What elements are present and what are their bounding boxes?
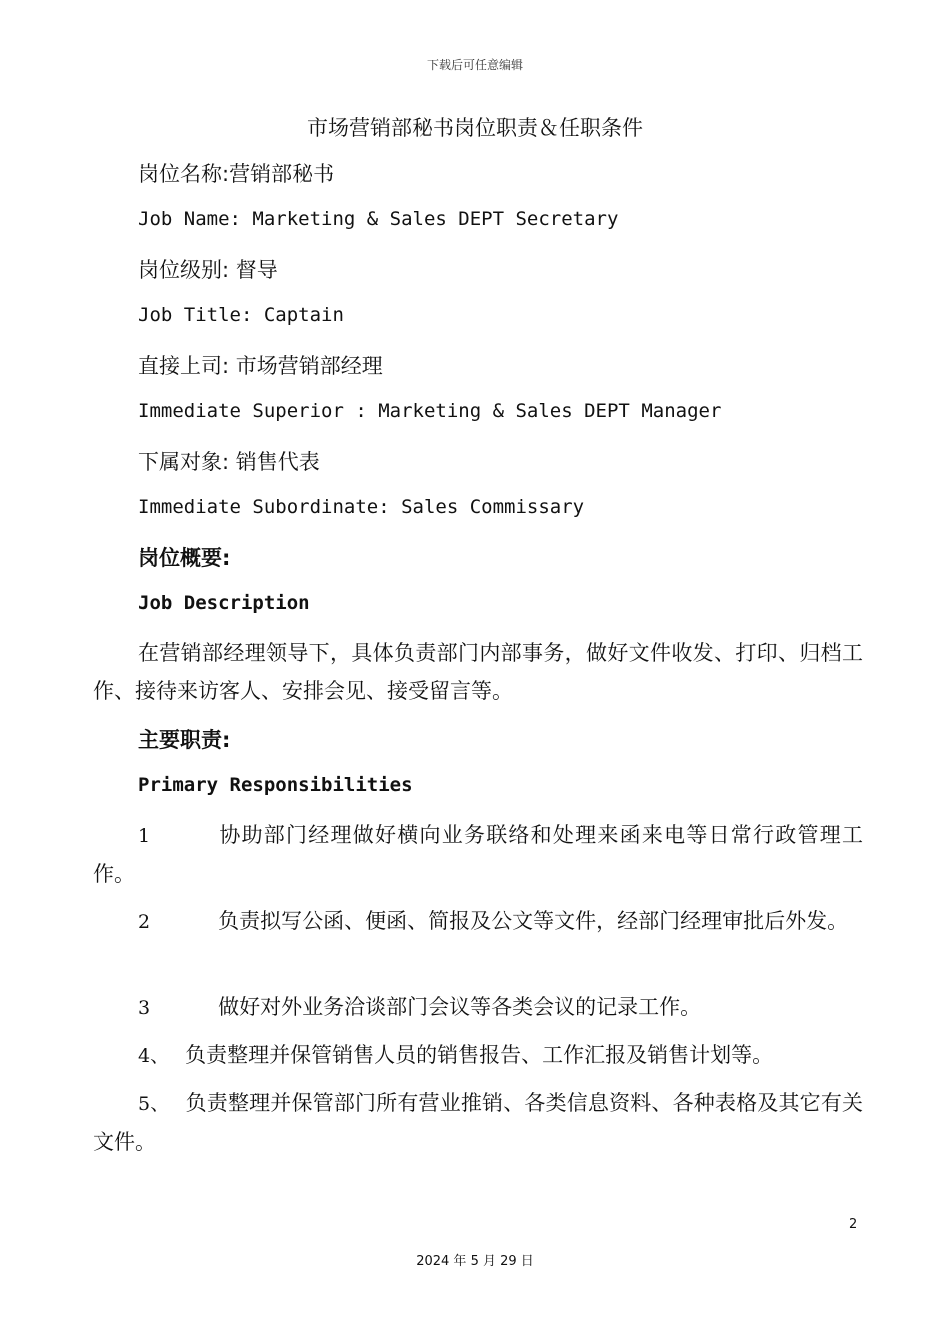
description-body: 在营销部经理领导下，具体负责部门内部事务，做好文件收发、打印、归档工作、接待来访客人、安排会见、接受留言等。 [93, 641, 863, 703]
subordinate-en: Immediate Subordinate: Sales Commissary [138, 496, 585, 518]
list-item-number: 3 [138, 997, 151, 1019]
list-item-number: 1 [138, 825, 151, 847]
description-heading-cn: 岗位概要: [138, 546, 231, 570]
job-level-cn: 岗位级别: 督导 [138, 258, 278, 282]
list-item [93, 988, 863, 1027]
list-item-text: 负责拟写公函、便函、简报及公文等文件，经部门经理审批后外发。 [218, 909, 849, 933]
list-item [93, 902, 863, 941]
list-item [93, 1036, 863, 1075]
list-item-number: 4、 [138, 1045, 170, 1067]
list-item [93, 816, 863, 893]
job-name-en: Job Name: Marketing & Sales DEPT Secretary [138, 208, 619, 230]
description-heading-en: Job Description [138, 592, 310, 614]
responsibilities-heading-en: Primary Responsibilities [138, 774, 413, 796]
job-title-en: Job Title: Captain [138, 304, 344, 326]
list-item-number: 2 [138, 911, 151, 933]
header-note: 下载后可任意编辑 [426, 58, 523, 72]
list-item [93, 1084, 863, 1161]
list-item-text: 负责整理并保管销售人员的销售报告、工作汇报及销售计划等。 [185, 1043, 774, 1067]
superior-cn: 直接上司: 市场营销部经理 [138, 354, 383, 378]
page-number: 2 [849, 1217, 858, 1232]
list-item-number: 5、 [138, 1093, 170, 1115]
subordinate-cn: 下属对象: 销售代表 [138, 450, 320, 474]
list-item-text: 负责整理并保管部门所有营业推销、各类信息资料、各种表格及其它有关文件。 [93, 1091, 863, 1154]
job-name-cn: 岗位名称:营销部秘书 [138, 162, 335, 186]
responsibilities-heading-cn: 主要职责: [138, 728, 231, 752]
footer-date: 2024 年 5 月 29 日 [416, 1254, 534, 1269]
list-item-text: 协助部门经理做好横向业务联络和处理来函来电等日常行政管理工作。 [93, 823, 863, 886]
list-item-text: 做好对外业务洽谈部门会议等各类会议的记录工作。 [218, 995, 702, 1019]
superior-en: Immediate Superior : Marketing & Sales DEPT Manager [138, 400, 722, 422]
document-title: 市场营销部秘书岗位职责＆任职条件 [307, 116, 643, 140]
